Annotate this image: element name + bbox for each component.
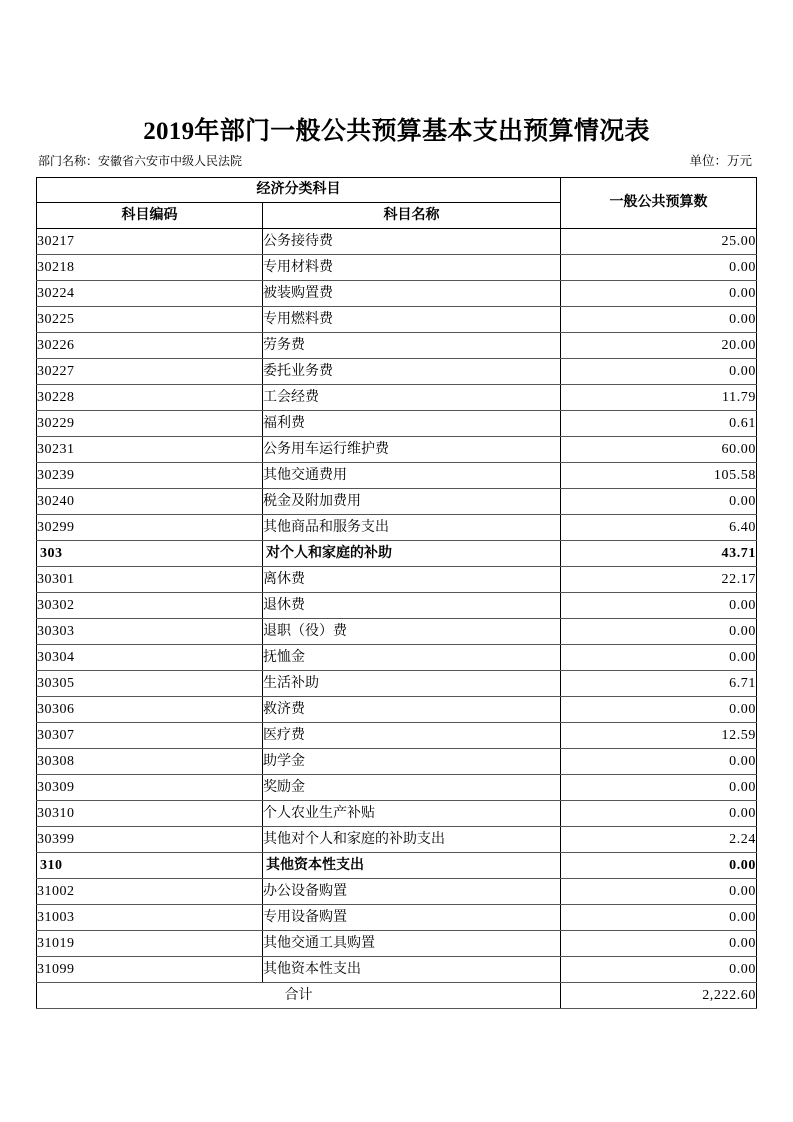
table-row bbox=[37, 281, 757, 307]
code-cell: 31002 bbox=[37, 879, 263, 905]
code-cell: 30302 bbox=[37, 593, 263, 619]
table-row bbox=[37, 359, 757, 385]
name-cell: 福利费 bbox=[263, 411, 561, 437]
code-cell: 30399 bbox=[37, 827, 263, 853]
amount-cell: 0.00 bbox=[561, 281, 757, 307]
name-cell: 其他对个人和家庭的补助支出 bbox=[263, 827, 561, 853]
code-cell: 30225 bbox=[37, 307, 263, 333]
code-cell: 30308 bbox=[37, 749, 263, 775]
header-amount-cell: 一般公共预算数 bbox=[561, 178, 757, 229]
name-cell: 退职（役）费 bbox=[263, 619, 561, 645]
amount-cell: 0.00 bbox=[561, 879, 757, 905]
name-cell: 其他交通费用 bbox=[263, 463, 561, 489]
name-cell: 劳务费 bbox=[263, 333, 561, 359]
table-row bbox=[37, 619, 757, 645]
name-cell: 奖励金 bbox=[263, 775, 561, 801]
table-row bbox=[37, 645, 757, 671]
department-name: 部门名称：安徽省六安市中级人民法院 bbox=[38, 154, 243, 168]
table-row bbox=[37, 749, 757, 775]
amount-cell: 0.00 bbox=[561, 957, 757, 983]
table-row bbox=[37, 437, 757, 463]
category-row bbox=[37, 853, 757, 879]
code-cell: 30310 bbox=[37, 801, 263, 827]
amount-cell: 0.00 bbox=[561, 775, 757, 801]
amount-cell: 0.00 bbox=[561, 255, 757, 281]
amount-cell: 0.00 bbox=[561, 359, 757, 385]
table-row bbox=[37, 463, 757, 489]
category-row bbox=[37, 541, 757, 567]
code-cell: 30306 bbox=[37, 697, 263, 723]
amount-cell: 43.71 bbox=[561, 541, 757, 567]
table-row bbox=[37, 723, 757, 749]
name-cell: 助学金 bbox=[263, 749, 561, 775]
name-cell: 公务用车运行维护费 bbox=[263, 437, 561, 463]
table-row bbox=[37, 333, 757, 359]
name-cell: 被装购置费 bbox=[263, 281, 561, 307]
amount-cell: 20.00 bbox=[561, 333, 757, 359]
amount-cell: 60.00 bbox=[561, 437, 757, 463]
code-cell: 31019 bbox=[37, 931, 263, 957]
name-cell: 其他资本性支出 bbox=[263, 957, 561, 983]
name-cell: 退休费 bbox=[263, 593, 561, 619]
table-row bbox=[37, 307, 757, 333]
table-row bbox=[37, 775, 757, 801]
name-cell: 抚恤金 bbox=[263, 645, 561, 671]
table-row bbox=[37, 385, 757, 411]
code-cell: 30240 bbox=[37, 489, 263, 515]
amount-cell: 0.00 bbox=[561, 489, 757, 515]
code-cell: 30309 bbox=[37, 775, 263, 801]
amount-cell: 0.00 bbox=[561, 645, 757, 671]
budget-table bbox=[36, 177, 757, 1009]
name-cell: 离休费 bbox=[263, 567, 561, 593]
name-cell: 其他资本性支出 bbox=[263, 853, 561, 879]
amount-cell: 0.00 bbox=[561, 801, 757, 827]
table-row bbox=[37, 255, 757, 281]
table-row bbox=[37, 515, 757, 541]
code-cell: 30227 bbox=[37, 359, 263, 385]
code-cell: 30218 bbox=[37, 255, 263, 281]
table-row bbox=[37, 229, 757, 255]
amount-cell: 0.00 bbox=[561, 593, 757, 619]
name-cell: 专用材料费 bbox=[263, 255, 561, 281]
code-cell: 30228 bbox=[37, 385, 263, 411]
amount-cell: 25.00 bbox=[561, 229, 757, 255]
amount-cell: 2.24 bbox=[561, 827, 757, 853]
name-cell: 个人农业生产补贴 bbox=[263, 801, 561, 827]
name-cell: 税金及附加费用 bbox=[263, 489, 561, 515]
name-cell: 工会经费 bbox=[263, 385, 561, 411]
table-row bbox=[37, 411, 757, 437]
name-cell: 委托业务费 bbox=[263, 359, 561, 385]
header-group-cell: 经济分类科目 bbox=[37, 178, 561, 203]
document-title: 2019年部门一般公共预算基本支出预算情况表 bbox=[143, 118, 650, 145]
name-cell: 其他交通工具购置 bbox=[263, 931, 561, 957]
name-cell: 专用燃料费 bbox=[263, 307, 561, 333]
code-cell: 31003 bbox=[37, 905, 263, 931]
code-cell: 30239 bbox=[37, 463, 263, 489]
amount-cell: 0.00 bbox=[561, 853, 757, 879]
amount-cell: 6.71 bbox=[561, 671, 757, 697]
amount-cell: 22.17 bbox=[561, 567, 757, 593]
total-amount-cell: 2,222.60 bbox=[561, 983, 757, 1009]
code-cell: 30305 bbox=[37, 671, 263, 697]
name-cell: 办公设备购置 bbox=[263, 879, 561, 905]
table-row bbox=[37, 931, 757, 957]
amount-cell: 0.00 bbox=[561, 697, 757, 723]
code-cell: 30224 bbox=[37, 281, 263, 307]
code-cell: 30299 bbox=[37, 515, 263, 541]
amount-cell: 0.00 bbox=[561, 931, 757, 957]
amount-cell: 0.00 bbox=[561, 905, 757, 931]
code-cell: 30226 bbox=[37, 333, 263, 359]
table-row bbox=[37, 879, 757, 905]
amount-cell: 0.00 bbox=[561, 307, 757, 333]
table-row bbox=[37, 905, 757, 931]
name-cell: 公务接待费 bbox=[263, 229, 561, 255]
code-cell: 30231 bbox=[37, 437, 263, 463]
code-cell: 30307 bbox=[37, 723, 263, 749]
header-code-cell: 科目编码 bbox=[37, 203, 263, 229]
table-body bbox=[37, 229, 757, 1009]
table-row bbox=[37, 489, 757, 515]
name-cell: 专用设备购置 bbox=[263, 905, 561, 931]
code-cell: 30229 bbox=[37, 411, 263, 437]
unit-label: 单位：万元 bbox=[689, 154, 752, 168]
table-row bbox=[37, 801, 757, 827]
code-cell: 30303 bbox=[37, 619, 263, 645]
table-row bbox=[37, 957, 757, 983]
table-row bbox=[37, 827, 757, 853]
code-cell: 303 bbox=[37, 541, 263, 567]
table-row bbox=[37, 697, 757, 723]
amount-cell: 105.58 bbox=[561, 463, 757, 489]
code-cell: 30304 bbox=[37, 645, 263, 671]
code-cell: 30217 bbox=[37, 229, 263, 255]
code-cell: 310 bbox=[37, 853, 263, 879]
amount-cell: 0.61 bbox=[561, 411, 757, 437]
name-cell: 对个人和家庭的补助 bbox=[263, 541, 561, 567]
table-row bbox=[37, 671, 757, 697]
code-cell: 31099 bbox=[37, 957, 263, 983]
name-cell: 其他商品和服务支出 bbox=[263, 515, 561, 541]
amount-cell: 12.59 bbox=[561, 723, 757, 749]
code-cell: 30301 bbox=[37, 567, 263, 593]
amount-cell: 0.00 bbox=[561, 619, 757, 645]
table-row bbox=[37, 567, 757, 593]
amount-cell: 6.40 bbox=[561, 515, 757, 541]
total-row bbox=[37, 983, 757, 1009]
name-cell: 生活补助 bbox=[263, 671, 561, 697]
header-row-1 bbox=[37, 178, 757, 203]
name-cell: 医疗费 bbox=[263, 723, 561, 749]
header-name-cell: 科目名称 bbox=[263, 203, 561, 229]
amount-cell: 0.00 bbox=[561, 749, 757, 775]
name-cell: 救济费 bbox=[263, 697, 561, 723]
table-row bbox=[37, 593, 757, 619]
total-label-cell: 合计 bbox=[37, 983, 561, 1009]
amount-cell: 11.79 bbox=[561, 385, 757, 411]
